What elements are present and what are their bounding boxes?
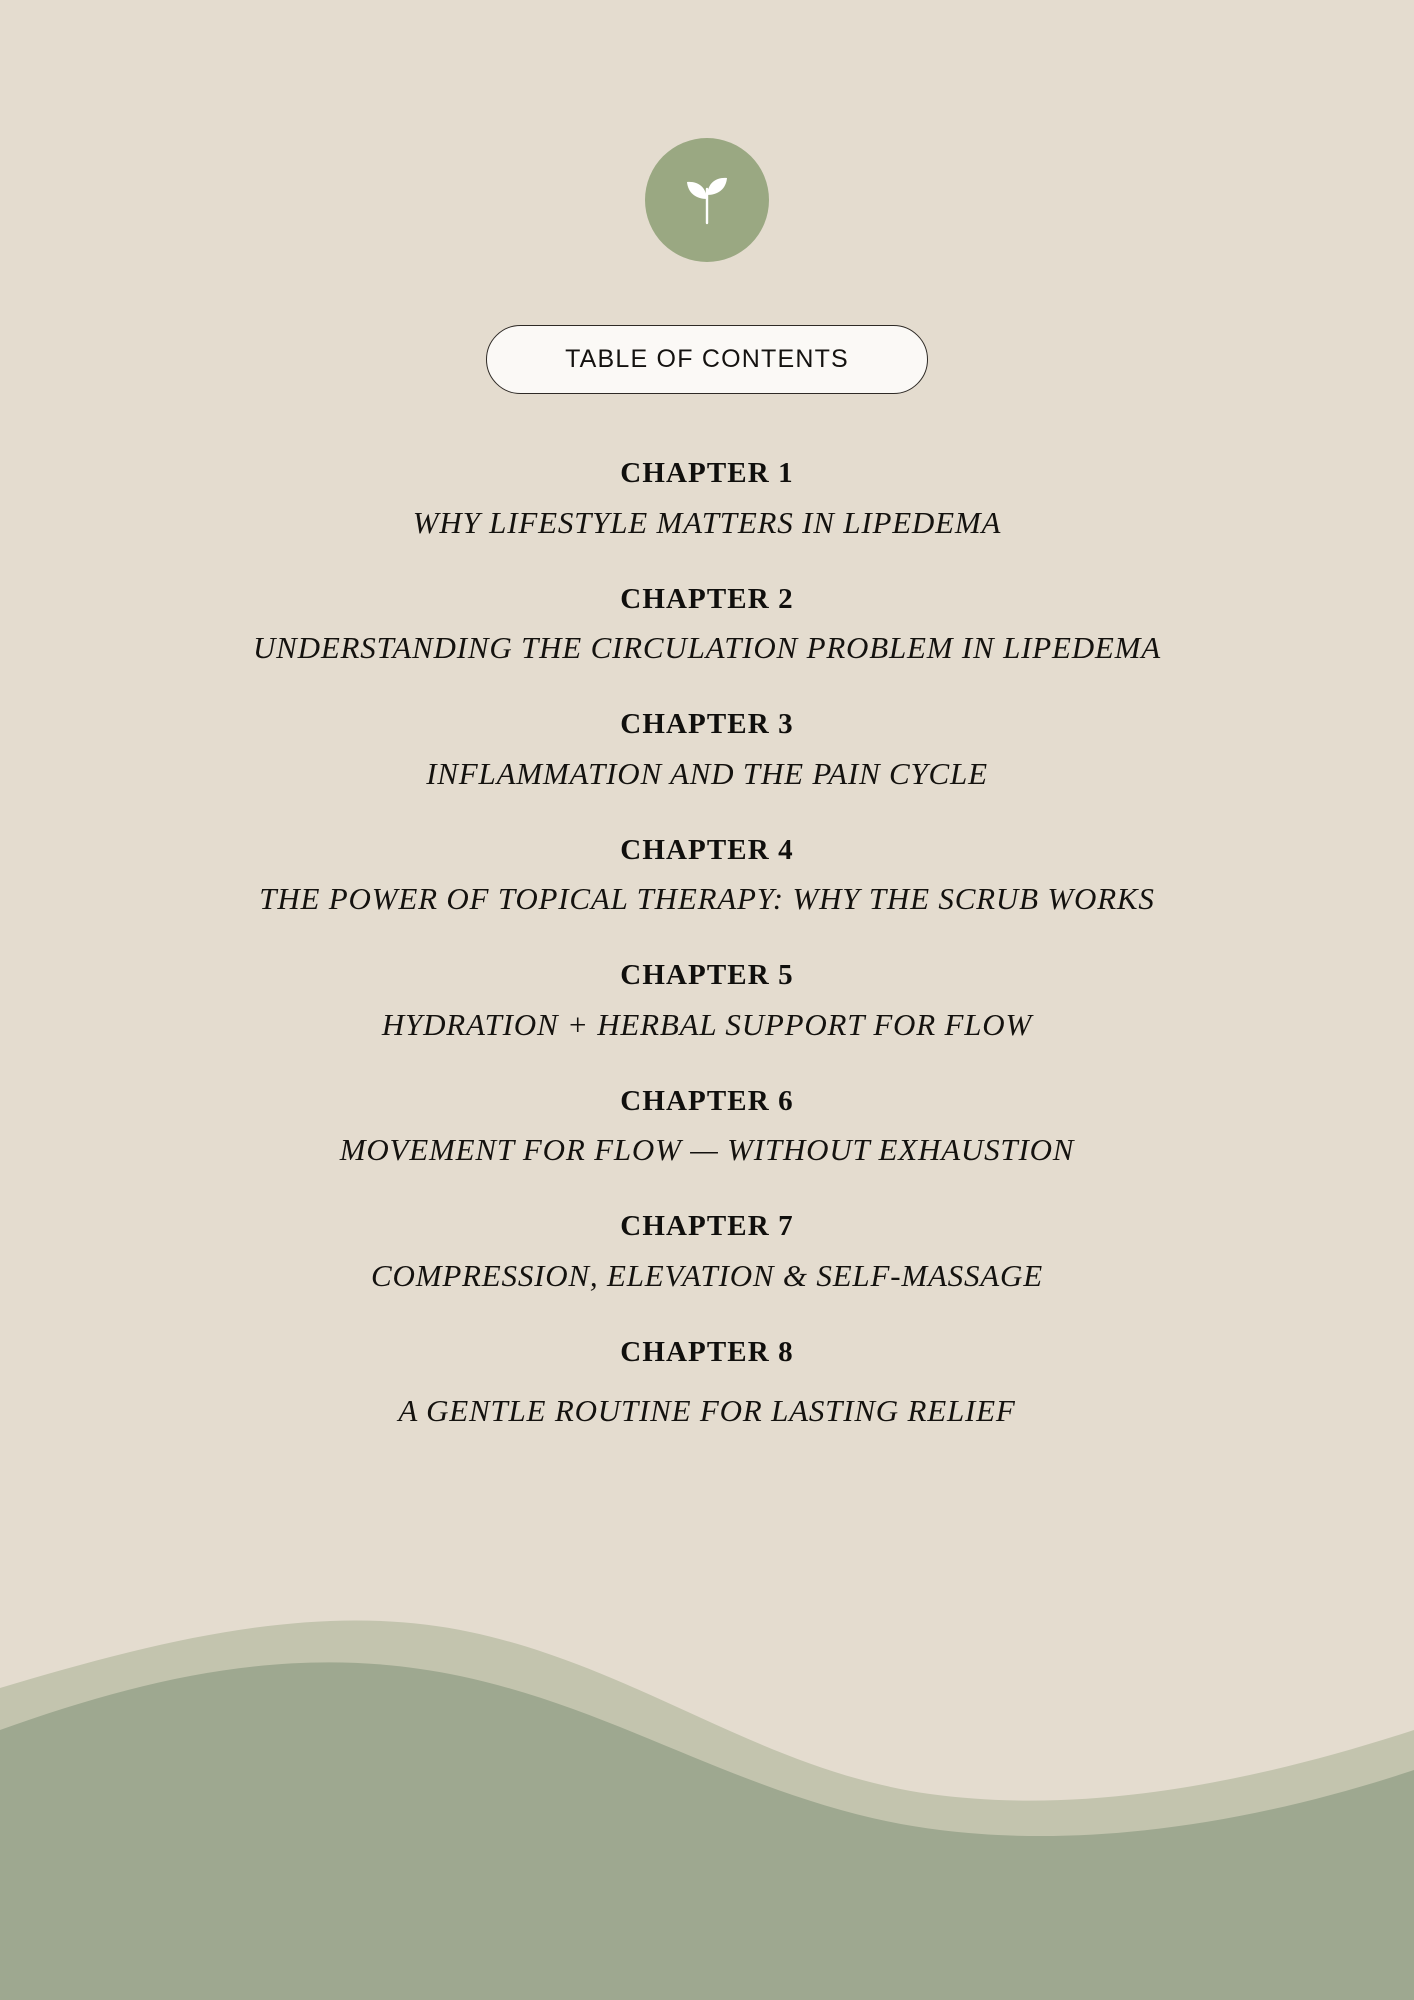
chapter-label: CHAPTER 6 [620, 1084, 794, 1117]
wave-front-shape [0, 1662, 1414, 2000]
chapter-title: WHY LIFESTYLE MATTERS IN LIPEDEMA [412, 504, 1002, 540]
list-item[interactable] [0, 832, 1414, 921]
bottom-wave-decoration [0, 1580, 1414, 2000]
list-item[interactable] [0, 706, 1414, 795]
chapter-title: INFLAMMATION AND THE PAIN CYCLE [426, 755, 988, 791]
chapter-label: CHAPTER 7 [620, 1210, 794, 1243]
chapter-title: COMPRESSION, ELEVATION & SELF-MASSAGE [371, 1257, 1043, 1293]
wave-back-shape [0, 1621, 1414, 2000]
chapter-title: THE POWER OF TOPICAL THERAPY: WHY THE SCRUB WORKS [259, 881, 1155, 917]
list-item[interactable] [0, 581, 1414, 670]
logo-circle [645, 138, 769, 262]
chapter-title: UNDERSTANDING THE CIRCULATION PROBLEM IN LIPEDEMA [252, 630, 1162, 666]
list-item[interactable] [0, 1208, 1414, 1297]
chapter-label: CHAPTER 1 [620, 457, 794, 489]
chapter-title: HYDRATION + HERBAL SUPPORT FOR FLOW [381, 1006, 1033, 1042]
leaf-icon [676, 169, 738, 231]
chapter-label: CHAPTER 3 [620, 708, 794, 741]
chapter-title: A GENTLE ROUTINE FOR LASTING RELIEF [398, 1393, 1016, 1429]
list-item[interactable] [0, 957, 1414, 1046]
list-item[interactable] [0, 1334, 1414, 1433]
list-item[interactable] [0, 1083, 1414, 1172]
list-item[interactable] [0, 455, 1414, 544]
table-of-contents-header [0, 325, 1414, 394]
page-title: TABLE OF CONTENTS [486, 325, 928, 394]
chapter-label: CHAPTER 5 [620, 959, 794, 992]
logo [0, 138, 1414, 262]
chapter-label: CHAPTER 8 [620, 1335, 794, 1368]
table-of-contents-list [0, 455, 1414, 1432]
chapter-title: MOVEMENT FOR FLOW — WITHOUT EXHAUSTION [339, 1132, 1075, 1168]
chapter-label: CHAPTER 4 [620, 833, 794, 866]
chapter-label: CHAPTER 2 [620, 582, 794, 615]
